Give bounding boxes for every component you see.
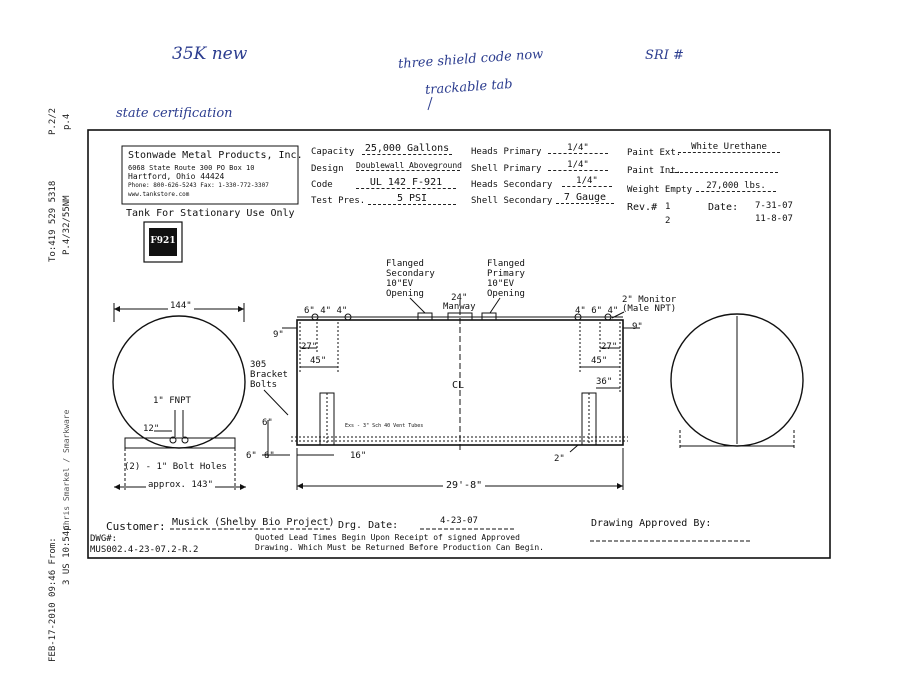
dim-6-end: 6" — [246, 451, 257, 461]
weight-label: Weight Empty — [627, 185, 693, 195]
dim-12: 12" — [143, 424, 160, 434]
rev-label: Rev.# — [627, 202, 658, 213]
paint-int-label: Paint Int. — [627, 166, 682, 176]
dwg-number: MUS002.4-23-07.2-R.2 — [90, 545, 199, 555]
fnpt-callout: 1" FNPT — [153, 396, 191, 406]
manway-callout: 24" Manway — [443, 293, 476, 312]
dim-2: 2" — [554, 454, 565, 464]
dim-45-right: 45" — [591, 356, 608, 366]
design-value: Doublewall Aboveground — [356, 161, 462, 170]
heads-secondary-value: 1/4" — [562, 176, 612, 187]
rev-2: 2 — [665, 216, 671, 226]
shell-secondary-value: 7 Gauge — [556, 192, 614, 204]
rev-1: 1 — [665, 202, 671, 212]
lead-time-note-1: Quoted Lead Times Begin Upon Receipt of signed Approved — [255, 533, 520, 542]
company-address: 6068 State Route 300 PO Box 10 — [128, 164, 255, 172]
centerline-mark: CL — [452, 380, 465, 391]
handwritten-sri: SRI # — [645, 48, 684, 63]
top-dims-left: 6" 4" 4" — [304, 306, 348, 316]
dim-9-left: 9" — [273, 330, 284, 340]
fax-to-line-secondary: P.4/32/55NM — [62, 195, 72, 255]
test-pressure-value: 5 PSI — [368, 193, 456, 205]
bolt-holes-note: (2) - 1" Bolt Holes — [124, 462, 227, 472]
flanged-secondary-callout: Flanged Secondary 10"EV Opening — [386, 259, 435, 299]
overall-length: 29'-8" — [443, 480, 485, 491]
rev-date-1: 7-31-07 — [755, 201, 793, 211]
dim-143: approx. 143" — [148, 480, 214, 490]
flanged-primary-callout: Flanged Primary 10"EV Opening — [487, 259, 525, 299]
company-city: Hartford, Ohio 44424 — [128, 172, 225, 181]
handwritten-price: 35K new — [172, 44, 248, 64]
handwritten-shield-note: three shield code now — [397, 46, 544, 73]
company-phone: Phone: 800-626-5243 Fax: 1-330-772-3307 — [128, 182, 269, 189]
dim-27-right: 27" — [601, 342, 618, 352]
code-label: Code — [311, 180, 333, 190]
test-pressure-label: Test Pres. — [311, 196, 366, 206]
top-dims-right: 4" 6" 4" — [575, 306, 619, 316]
dim-16: 16" — [350, 451, 367, 461]
fax-to-line: To:419 529 5318 — [48, 180, 58, 262]
paint-ext-label: Paint Ext. — [627, 148, 682, 158]
capacity-value: 25,000 Gallons — [362, 143, 452, 155]
monitor-callout: 2" Monitor (Male NPT) — [622, 295, 677, 314]
lead-time-note-2: Drawing. Which Must be Returned Before Production Can Begin. — [255, 543, 544, 552]
customer-label: Customer: — [106, 520, 166, 533]
f921-badge: F921 — [150, 236, 176, 246]
dwg-label: DWG#: — [90, 534, 118, 544]
heads-secondary-label: Heads Secondary — [471, 180, 553, 190]
shell-primary-label: Shell Primary — [471, 164, 542, 174]
dim-144: 144" — [170, 301, 192, 311]
code-value: UL 142 F-921 — [356, 177, 456, 189]
drawing-date-label: Drg. Date: — [338, 520, 399, 531]
shell-secondary-label: Shell Secondary — [471, 196, 553, 206]
date-label: Date: — [708, 202, 739, 213]
fax-page-number-secondary: p.4 — [62, 113, 72, 130]
design-label: Design — [311, 164, 344, 174]
capacity-label: Capacity — [311, 147, 355, 157]
drawing-date-value: 4-23-07 — [440, 516, 478, 526]
fax-from-line-secondary: 3 US 10:54p — [62, 525, 72, 585]
company-name: Stonwade Metal Products, Inc. — [128, 150, 303, 161]
dim-45-left: 45" — [310, 356, 327, 366]
dim-36: 36" — [596, 377, 613, 387]
stationary-use-note: Tank For Stationary Use Only — [126, 208, 295, 219]
fax-page-number: P.2/2 — [48, 107, 58, 135]
paint-int-value — [670, 162, 778, 173]
heads-primary-label: Heads Primary — [471, 147, 542, 157]
approved-by-label: Drawing Approved By: — [591, 518, 712, 529]
shell-primary-value: 1/4" — [548, 160, 608, 171]
rev-date-2: 11-8-07 — [755, 214, 793, 224]
dim-6-side: 6" — [262, 418, 273, 428]
weight-value: 27,000 lbs. — [696, 181, 776, 192]
handwritten-state-cert: state certification — [116, 106, 233, 121]
paint-ext-value: White Urethane — [678, 142, 780, 153]
company-web: www.tankstore.com — [128, 191, 190, 198]
fax-sender: Chris Smarkel / Smarkware — [62, 409, 71, 530]
bracket-bolts-callout: 305 Bracket Bolts — [250, 360, 288, 390]
dim-6-bottom: 6" — [264, 451, 275, 461]
handwritten-trackable-note: trackable tab — [424, 76, 514, 99]
heads-primary-value: 1/4" — [548, 143, 608, 154]
customer-value: Musick (Shelby Bio Project) — [172, 517, 335, 528]
dim-27-left: 27" — [301, 342, 318, 352]
fax-from-line: FEB-17-2010 09:46 From: — [48, 537, 58, 662]
vent-tubes-note: Exs - 3" Sch 40 Vent Tubes — [345, 423, 424, 429]
dim-9-right: 9" — [632, 322, 643, 332]
